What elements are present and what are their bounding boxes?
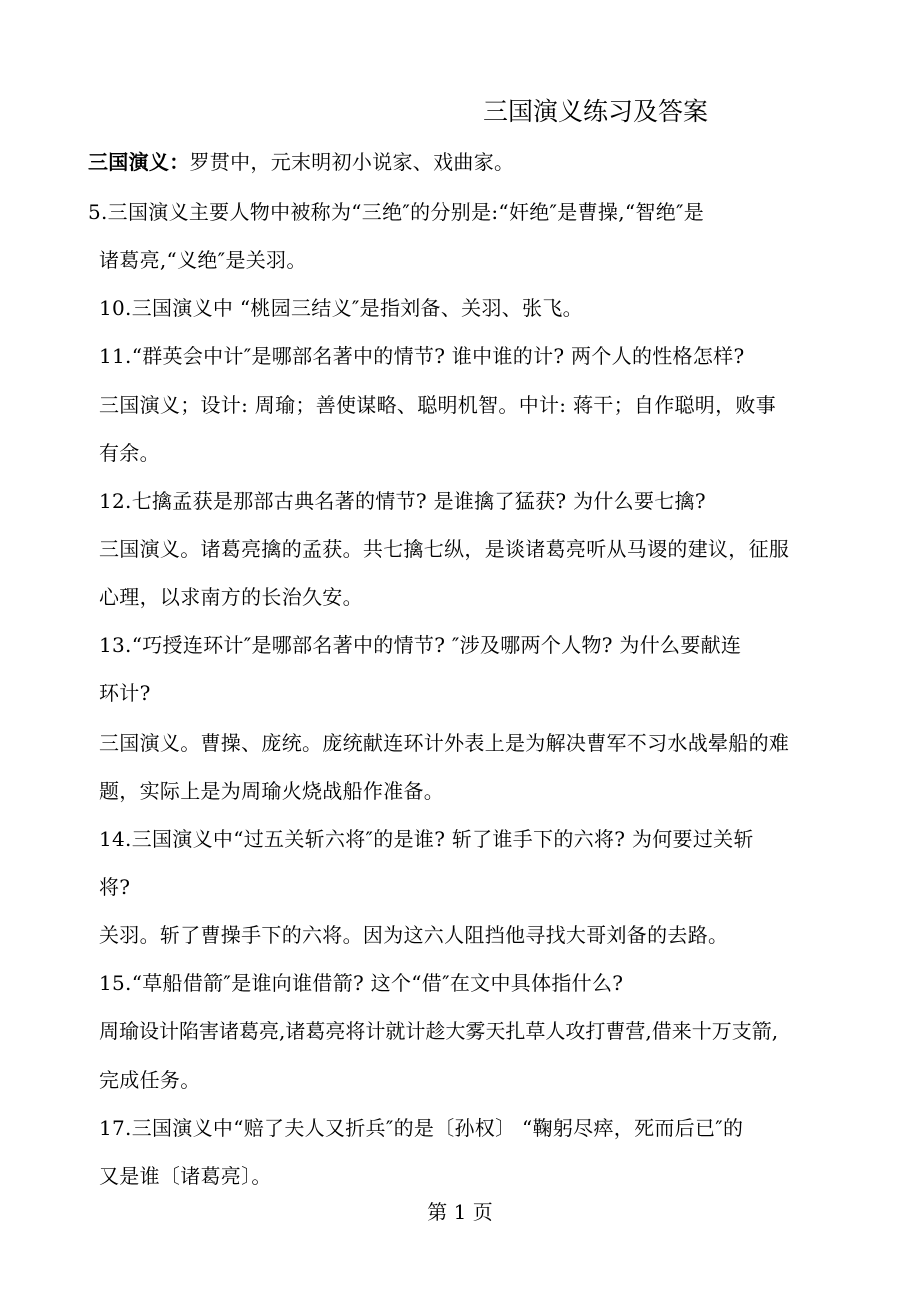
text-line-16: 关羽。斩了曹操手下的六将。因为这六人阻挡他寻找大哥刘备的去路。 <box>99 923 729 947</box>
text-line-2: 诸葛亮,“义绝″是关羽。 <box>99 248 307 272</box>
text-line-18: 周瑜设计陷害诸葛亮,诸葛亮将计就计趁大雾天扎草人攻打曹营,借来十万支箭, <box>99 1019 779 1043</box>
text-line-13: 题，实际上是为周瑜火烧战船作准备。 <box>99 779 445 803</box>
intro-line <box>88 146 514 178</box>
text-line-3: 10.三国演义中 “桃园三结义″是指刘备、关羽、张飞。 <box>99 296 583 320</box>
text-line-8: 三国演义。诸葛亮擒的孟获。共七擒七纵，是谈诸葛亮听从马谡的建议，征服 <box>99 537 790 561</box>
text-line-10: 13.“巧授连环计″是哪部名著中的情节? ″涉及哪两个人物? 为什么要献连 <box>99 633 742 657</box>
text-line-19: 完成任务。 <box>99 1068 201 1092</box>
text-line-1: 5.三国演义主要人物中被称为“三绝″的分别是:“奸绝″是曹操,“智绝″是 <box>88 200 705 224</box>
text-line-14: 14.三国演义中“过五关斩六将″的是谁? 斩了谁手下的六将? 为何要过关斩 <box>99 827 754 851</box>
text-line-11: 环计? <box>99 681 151 705</box>
text-line-9: 心理，以求南方的长治久安。 <box>99 585 363 609</box>
text-line-6: 有余。 <box>99 441 160 465</box>
text-line-17: 15.“草船借箭″是谁向谁借箭? 这个“借″在文中具体指什么? <box>99 971 624 995</box>
text-line-5: 三国演义；设计: 周瑜；善使谋略、聪明机智。中计: 蒋干；自作聪明，败事 <box>99 393 776 417</box>
intro-label: 三国演义： <box>88 150 190 174</box>
text-line-21: 又是谁〔诸葛亮〕。 <box>99 1164 272 1188</box>
intro-text: 罗贯中，元末明初小说家、戏曲家。 <box>189 150 515 174</box>
page-title: 三国演义练习及答案 <box>483 97 709 126</box>
text-line-12: 三国演义。曹操、庞统。庞统献连环计外表上是为解决曹军不习水战晕船的难 <box>99 731 790 755</box>
text-line-4: 11.“群英会中计″是哪部名著中的情节? 谁中谁的计? 两个人的性格怎样? <box>99 344 745 368</box>
text-line-20: 17.三国演义中“赔了夫人又折兵″的是〔孙权〕 “鞠躬尽瘁，死而后已″的 <box>99 1116 744 1140</box>
text-line-15: 将? <box>99 875 131 899</box>
text-line-7: 12.七擒孟获是那部古典名著的情节? 是谁擒了猛获? 为什么要七擒? <box>99 489 706 513</box>
page-number: 第 1 页 <box>427 1200 493 1224</box>
